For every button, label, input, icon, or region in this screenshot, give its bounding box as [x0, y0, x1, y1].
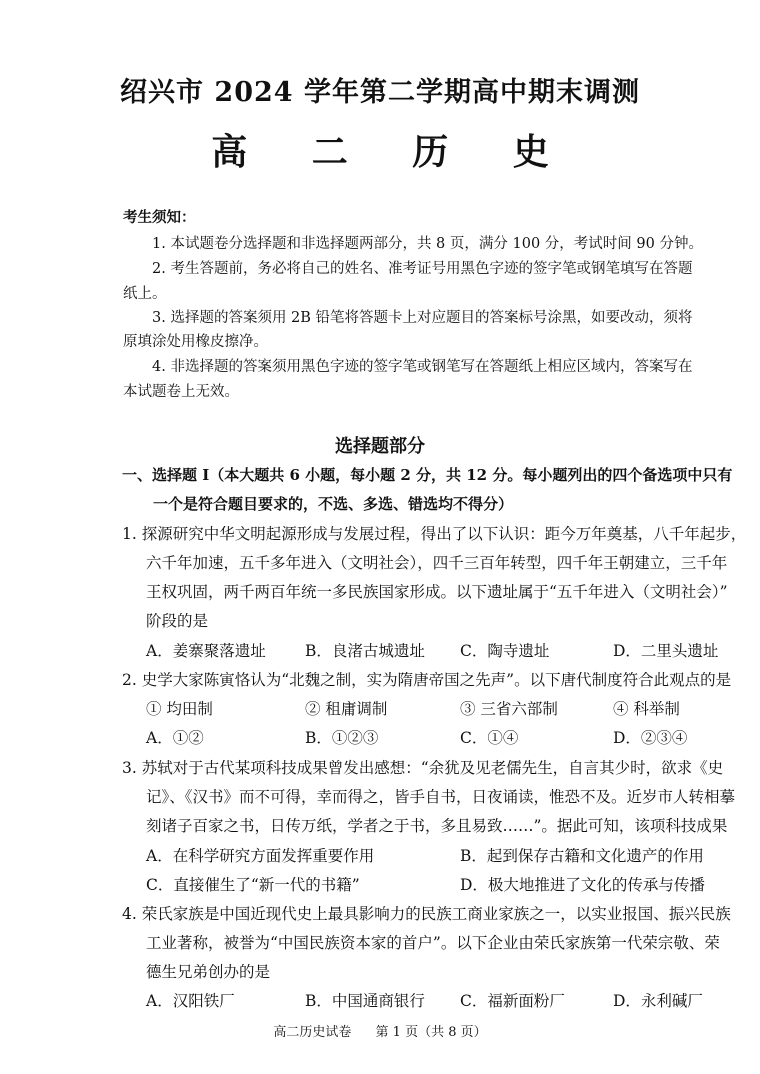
option: D．极大地推进了文化的传承与传播: [460, 876, 705, 894]
statement-item: ④ 科举制: [613, 700, 680, 718]
notice-line: 原填涂处用橡皮擦净。: [123, 334, 268, 350]
option: D．永利碱厂: [613, 992, 703, 1010]
question-line: 德生兄弟创办的是: [146, 963, 271, 981]
part-instruction: 一、选择题 I（本大题共 6 小题，每小题 2 分，共 12 分。每小题列出的四个备选项中只有: [122, 466, 733, 484]
notice-line: 1. 本试题卷分选择题和非选择题两部分，共 8 页，满分 100 分，考试时间 90 分钟。: [152, 236, 703, 252]
option: C．①④: [460, 729, 519, 747]
footer-page-number: 第 1 页（共 8 页）: [375, 1025, 487, 1040]
part-instruction: 一个是符合题目要求的，不选、多选、错选均不得分）: [153, 495, 514, 513]
option: B．①②③: [305, 729, 379, 747]
footer-paper-name: 高二历史试卷: [273, 1025, 352, 1040]
question-line: 3. 苏轼对于古代某项科技成果曾发出感想：“余犹及见老儒先生，自言其少时，欲求《史: [122, 759, 724, 777]
question-line: 4. 荣氏家族是中国近现代史上最具影响力的民族工商业家族之一，以实业报国、振兴民族: [122, 905, 731, 923]
option: C．直接催生了“新一代的书籍”: [146, 876, 360, 894]
option: B．中国通商银行: [305, 992, 425, 1010]
option: C．福新面粉厂: [460, 992, 565, 1010]
question-line: 刻诸子百家之书，日传万纸，学者之于书，多且易致……”。据此可知，该项科技成果: [146, 817, 728, 835]
option: A．在科学研究方面发挥重要作用: [146, 847, 375, 865]
option: A．姜寨聚落遗址: [146, 642, 266, 660]
question-line: 1. 探源研究中华文明起源形成与发展过程，得出了以下认识：距今万年奠基，八千年起步，: [122, 525, 747, 543]
notice-line: 3. 选择题的答案须用 2B 铅笔将答题卡上对应题目的答案标号涂黑，如要改动，须将: [152, 310, 693, 326]
option: A．汉阳铁厂: [146, 992, 235, 1010]
statement-item: ③ 三省六部制: [460, 700, 558, 718]
option: D．②③④: [613, 729, 688, 747]
question-line: 记》、《汉书》而不可得，幸而得之，皆手自书，日夜诵读，惟恐不及。近岁市人转相摹: [146, 788, 736, 806]
question-line: 阶段的是: [146, 612, 209, 630]
notice-line: 2. 考生答题前，务必将自己的姓名、准考证号用黑色字迹的签字笔或钢笔填写在答题: [152, 261, 693, 277]
question-line: 2. 史学大家陈寅恪认为“北魏之制，实为隋唐帝国之先声”。以下唐代制度符合此观点的是: [122, 671, 732, 689]
statement-item: ① 均田制: [146, 700, 213, 718]
option: A．①②: [146, 729, 204, 747]
subject-title: 高 二 历 史: [211, 131, 575, 173]
notice-line: 4. 非选择题的答案须用黑色字迹的签字笔或钢笔写在答题纸上相应区域内，答案写在: [152, 359, 693, 375]
notice-line: 本试题卷上无效。: [123, 384, 239, 400]
page-footer: [0, 1021, 760, 1040]
notice-heading: 考生须知：: [123, 209, 196, 226]
question-line: 六千年加速，五千多年进入（文明社会），四千三百年转型，四千年王朝建立，三千年: [146, 554, 728, 572]
statement-item: ② 租庸调制: [305, 700, 388, 718]
question-line: 工业著称，被誉为“中国民族资本家的首户”。以下企业由荣氏家族第一代荣宗敬、荣: [146, 934, 720, 952]
exam-title: 绍兴市 2024 学年第二学期高中期末调测: [120, 77, 640, 108]
option: B．起到保存古籍和文化遗产的作用: [460, 847, 704, 865]
option: C．陶寺遗址: [460, 642, 550, 660]
option: D．二里头遗址: [613, 642, 719, 660]
question-line: 王权巩固，两千两百年统一多民族国家形成。以下遗址属于“五千年进入（文明社会）”: [146, 583, 728, 601]
option: B．良渚古城遗址: [305, 642, 425, 660]
notice-line: 纸上。: [123, 286, 167, 302]
section-title: 选择题部分: [335, 436, 425, 457]
